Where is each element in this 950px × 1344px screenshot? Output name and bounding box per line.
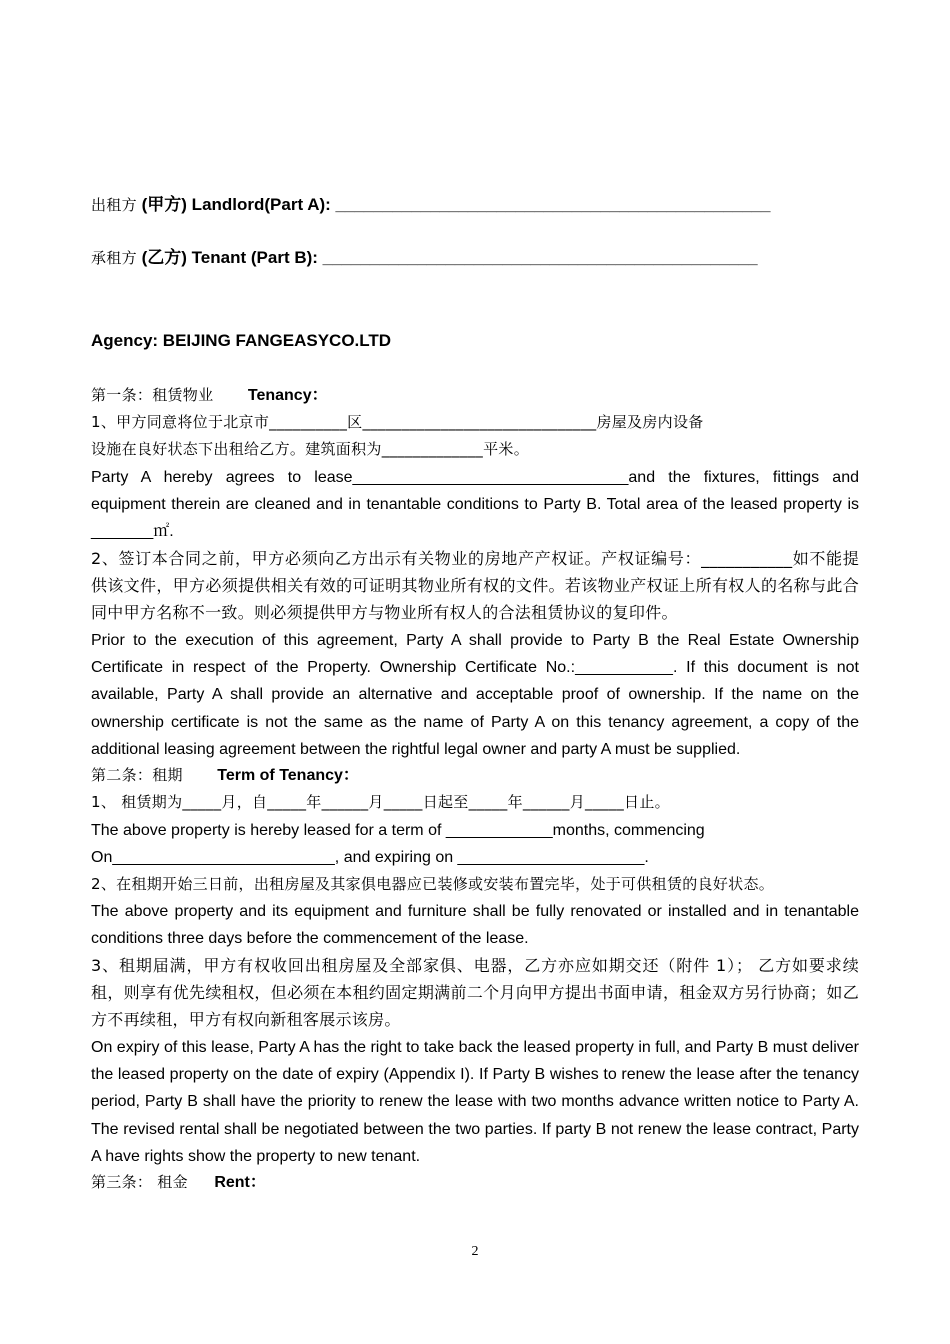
agency-line: Agency: BEIJING FANGEASYCO.LTD: [91, 331, 392, 350]
page-number: 2: [471, 1244, 479, 1259]
article2-item3-zh: 3、租期届满，甲方有权收回出租房屋及全部家俱、电器，乙方亦应如期交还（附件 1）； 乙方如要求续租，则享有优先续租权，但必须在本租约固定期满前二个月向甲方提出书面申请，租金双方另行协商；如乙方不再续租，甲方有权向新租客展示该房。: [91, 956, 859, 1030]
article2-item1-en-line1: The above property is hereby leased for a term of ____________months, commencing: [91, 822, 705, 839]
article1-item2-en: Prior to the execution of this agreement, Party A shall provide to Party B the Real Estate Ownership Certificate in respect of the Property. Ownership Certificate No.:___________. If this document is not available, Party A shall provide an alternative and acceptable proof of ownership. If the name on the ownership certificate is not the same as the name of Party A on this tenancy agreement, a copy of the additional leasing agreement between the rightful legal owner and party A must be supplied.: [91, 632, 859, 758]
article1-item1-zh-line2: 设施在良好状态下出租给乙方。建筑面积为_____________平米。: [91, 440, 530, 458]
tenant-line: [91, 244, 861, 272]
article3-heading: [91, 1169, 861, 1196]
article2-item1-en-line2: On_________________________, and expiring on _____________________.: [91, 849, 649, 866]
article2-item1-zh: 1、 租赁期为_____月，自_____年______月_____日起至_____年______月_____日止。: [91, 793, 670, 811]
article2-item3-en: On expiry of this lease, Party A has the right to take back the leased property in full, and Party B must deliver the leased property on the date of expiry (Appendix I). If Party B wishes to renew the lease after the tenancy period, Party B shall have the priority to renew the lease with two months advance written notice to Party A. The revised rental shall be negotiated between the two parties. If party B not renew the lease contract, Party A have rights show the property to new tenant.: [91, 1039, 859, 1165]
landlord-label: (甲方) Landlord(Part A): ______________________________________________: [141, 195, 771, 214]
article1-heading: [91, 382, 861, 409]
article2-heading-zh: 第二条：租期: [91, 766, 183, 784]
article2-item2-zh: 2、在租期开始三日前，出租房屋及其家俱电器应已装修或安装布置完毕，处于可供租赁的良好状态。: [91, 875, 775, 893]
article3-heading-zh: 第三条： 租金: [91, 1173, 188, 1191]
article1-item1-zh-line1: 1、甲方同意将位于北京市__________区______________________________房屋及房内设备: [91, 413, 704, 431]
landlord-zh: 出租方: [91, 196, 137, 214]
tenant-zh: 承租方: [91, 249, 137, 267]
article1-heading-en: Tenancy：: [247, 387, 328, 404]
article2-heading-en: Term of Tenancy：: [217, 767, 359, 784]
article2-item2-en: The above property and its equipment and furniture shall be fully renovated or installed and in tenantable conditions three days before the commencement of the lease.: [91, 903, 859, 948]
article2-heading: [91, 762, 861, 789]
tenant-label: (乙方) Tenant (Part B): ______________________________________________: [141, 248, 758, 267]
article1-item1-en: Party A hereby agrees to lease_______________________________and the fixtures, fittings and equipment therein are cleaned and in tenantable conditions to Party B. Total area of the leased property is _______㎡.: [91, 469, 859, 541]
article1-item2-zh: 2、签订本合同之前，甲方必须向乙方出示有关物业的房地产产权证。产权证编号：___________如不能提供该文件，甲方必须提供相关有效的可证明其物业所有权的文件。若该物业产权证上所有权人的名称与此合同中甲方名称不一致。则必须提供甲方与物业所有权人的合法租赁协议的复印件。: [91, 549, 859, 623]
article3-heading-en: Rent：: [214, 1174, 266, 1191]
landlord-line: [91, 191, 861, 219]
article1-heading-zh: 第一条：租赁物业: [91, 386, 214, 404]
